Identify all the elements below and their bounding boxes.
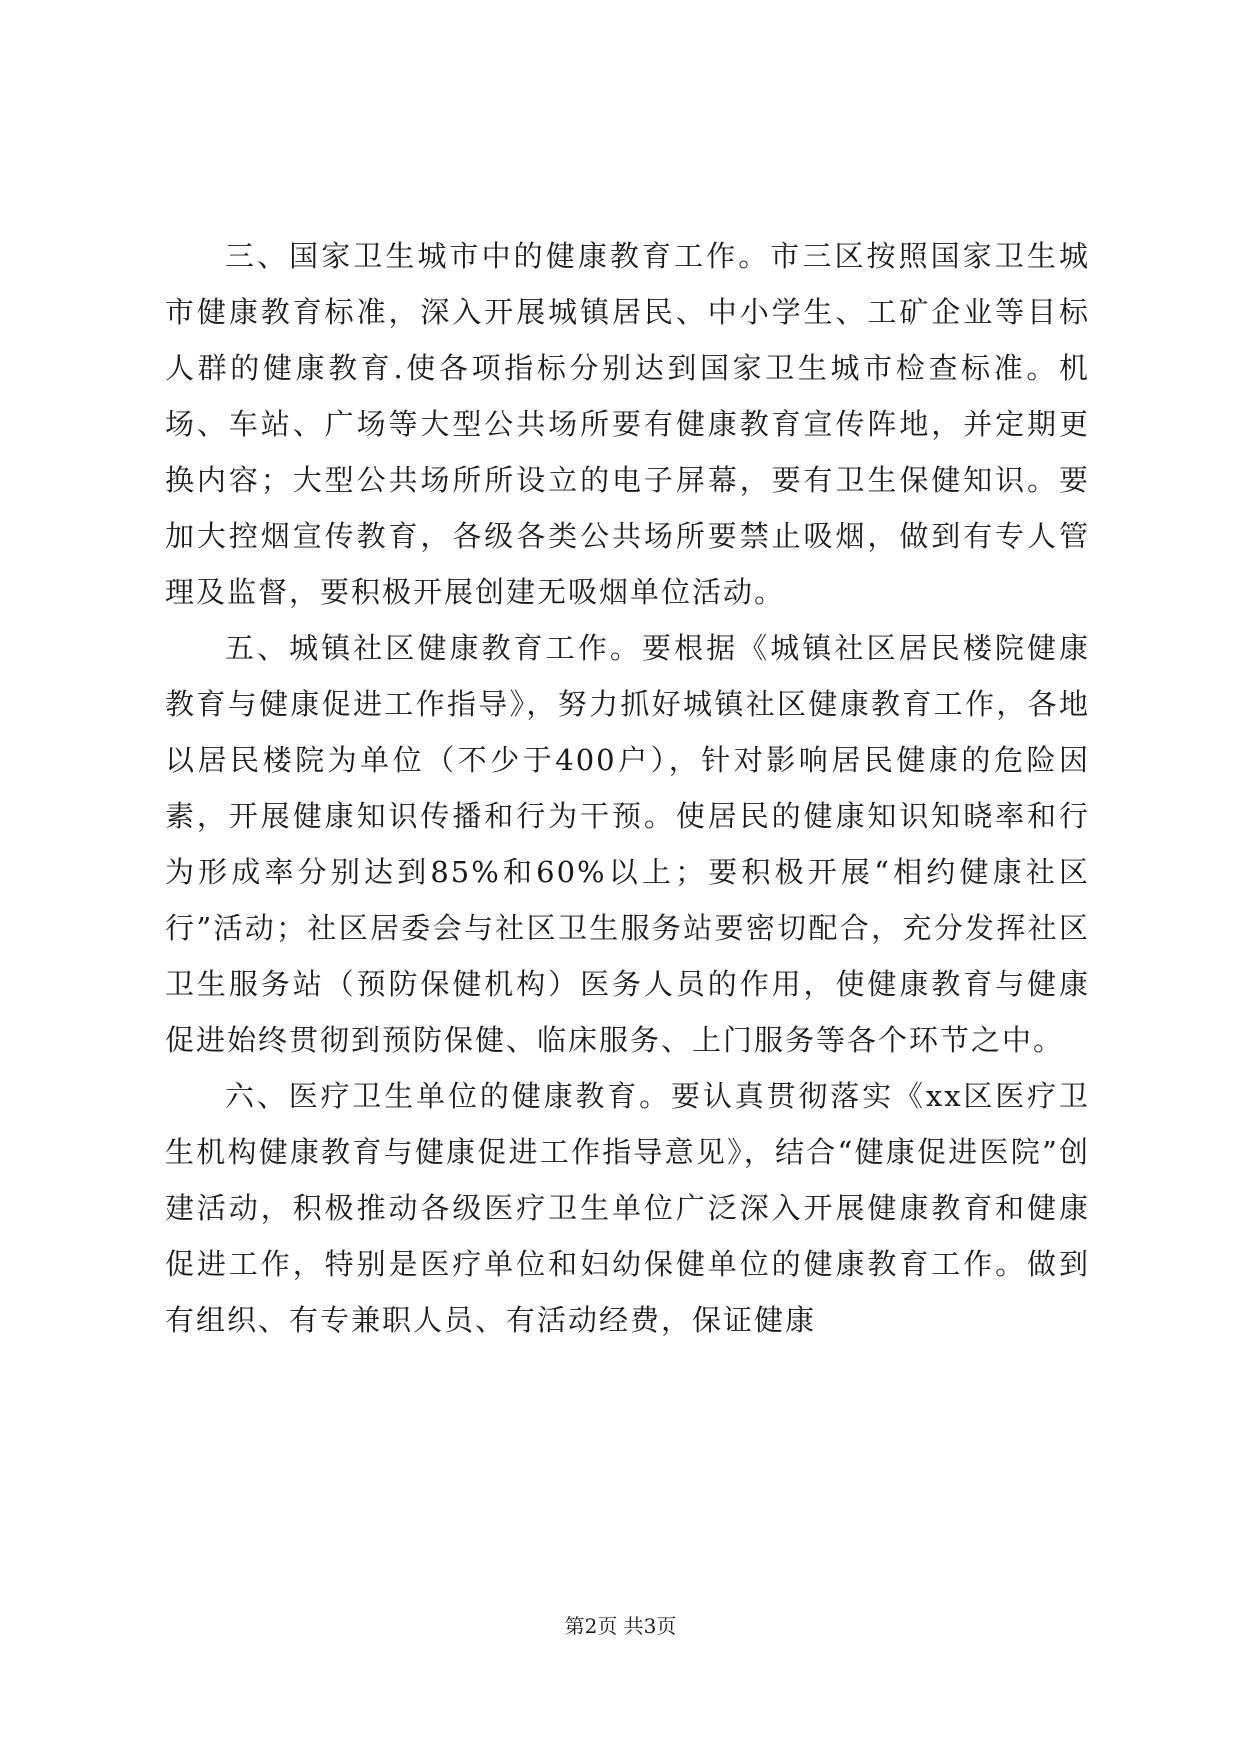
paragraph-section-5: 五、城镇社区健康教育工作。要根据《城镇社区居民楼院健康教育与健康促进工作指导》，努力抓好城镇社区健康教育工作，各地以居民楼院为单位（不少于400户），针对影响居民健康的危险因素，开展健康知识传播和行为干预。使居民的健康知识知晓率和行为形成率分别达到85%和60%以上；要积极开展“相约健康社区行”活动；社区居委会与社区卫生服务站要密切配合，充分发挥社区卫生服务站（预防保健机构）医务人员的作用，使健康教育与健康促进始终贯彻到预防保健、临床服务、上门服务等各个环节之中。 [165, 631, 1090, 1057]
paragraph-section-6: 六、医疗卫生单位的健康教育。要认真贯彻落实《xx区医疗卫生机构健康教育与健康促进工作指导意见》，结合“健康促进医院”创建活动，积极推动各级医疗卫生单位广泛深入开展健康教育和健康促进工作，特别是医疗单位和妇幼保健单位的健康教育工作。做到有组织、有专兼职人员、有活动经费，保证健康 [165, 1079, 1090, 1337]
page-number-footer: 第2页 共3页 [564, 1614, 677, 1638]
document-body [165, 228, 1090, 1348]
paragraph-section-3: 三、国家卫生城市中的健康教育工作。市三区按照国家卫生城市健康教育标准，深入开展城镇居民、中小学生、工矿企业等目标人群的健康教育.使各项指标分别达到国家卫生城市检查标准。机场、车站、广场等大型公共场所要有健康教育宣传阵地，并定期更换内容；大型公共场所所设立的电子屏幕，要有卫生保健知识。要加大控烟宣传教育，各级各类公共场所要禁止吸烟，做到有专人管理及监督，要积极开展创建无吸烟单位活动。 [165, 239, 1090, 609]
